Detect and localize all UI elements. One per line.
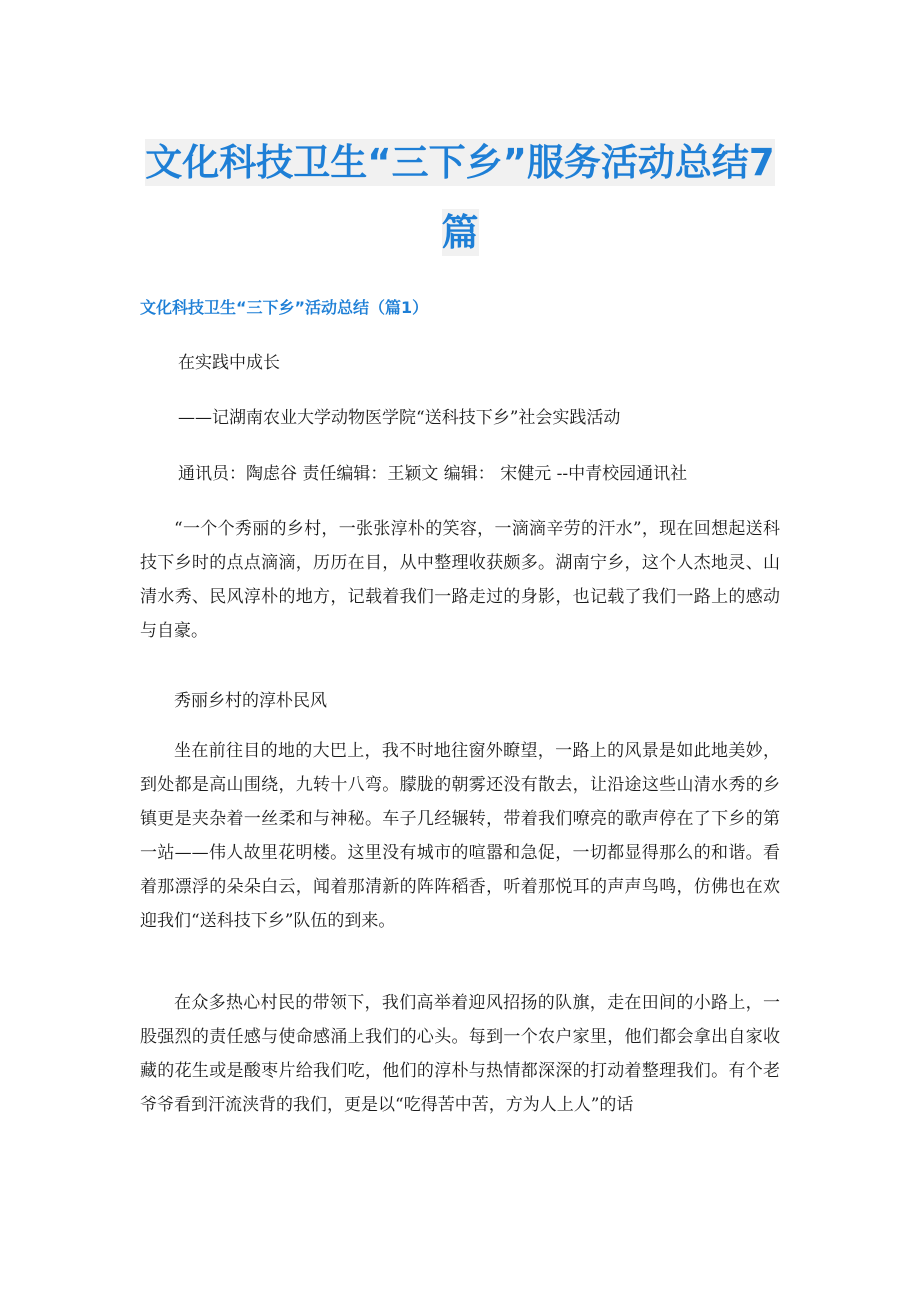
article-subtitle: 在实践中成长 [178, 353, 280, 373]
section-heading: 文化科技卫生“三下乡”活动总结（篇1） [140, 298, 429, 317]
article-dateline: ——记湖南农业大学动物医学院“送科技下乡”社会实践活动 [178, 408, 621, 428]
article-credits: 通讯员：陶虑谷 责任编辑：王颖文 编辑： 宋健元 --中青校园通讯社 [178, 464, 688, 484]
body-paragraph-3: 在众多热心村民的带领下，我们高举着迎风招扬的队旗，走在田间的小路上，一股强烈的责任感与使命感涌上我们的心头。每到一个农户家里，他们都会拿出自家收藏的花生或是酸枣片给我们吃，他们的淳朴与热情都深深的打动着整理我们。有个老爷爷看到汗流浃背的我们，更是以“吃得苦中苦，方为人上人”的话 [140, 993, 780, 1115]
document-title [140, 128, 780, 268]
body-paragraph-2: 坐在前往目的地的大巴上，我不时地往窗外瞭望，一路上的风景是如此地美妙，到处都是高山围绕，九转十八弯。朦胧的朝雾还没有散去，让沿途这些山清水秀的乡镇更是夹杂着一丝柔和与神秘。车子几经辗转，带着我们嘹亮的歌声停在了下乡的第一站——伟人故里花明楼。这里没有城市的喧嚣和急促，一切都显得那么的和谐。看着那漂浮的朵朵白云，闻着那清新的阵阵稻香，听着那悦耳的声声鸟鸣，仿佛也在欢迎我们“送科技下乡”队伍的到来。 [140, 741, 780, 931]
body-subheading: 秀丽乡村的淳朴民风 [174, 691, 327, 711]
body-paragraph-1: “一个个秀丽的乡村，一张张淳朴的笑容，一滴滴辛劳的汗水”，现在回想起送科技下乡时的点点滴滴，历历在目，从中整理收获颇多。湖南宁乡，这个人杰地灵、山清水秀、民风淳朴的地方，记载着我们一路走过的身影，也记载了我们一路上的感动与自豪。 [140, 519, 780, 641]
document-title-text: 文化科技卫生“三下乡”服务活动总结7篇 [145, 141, 775, 254]
